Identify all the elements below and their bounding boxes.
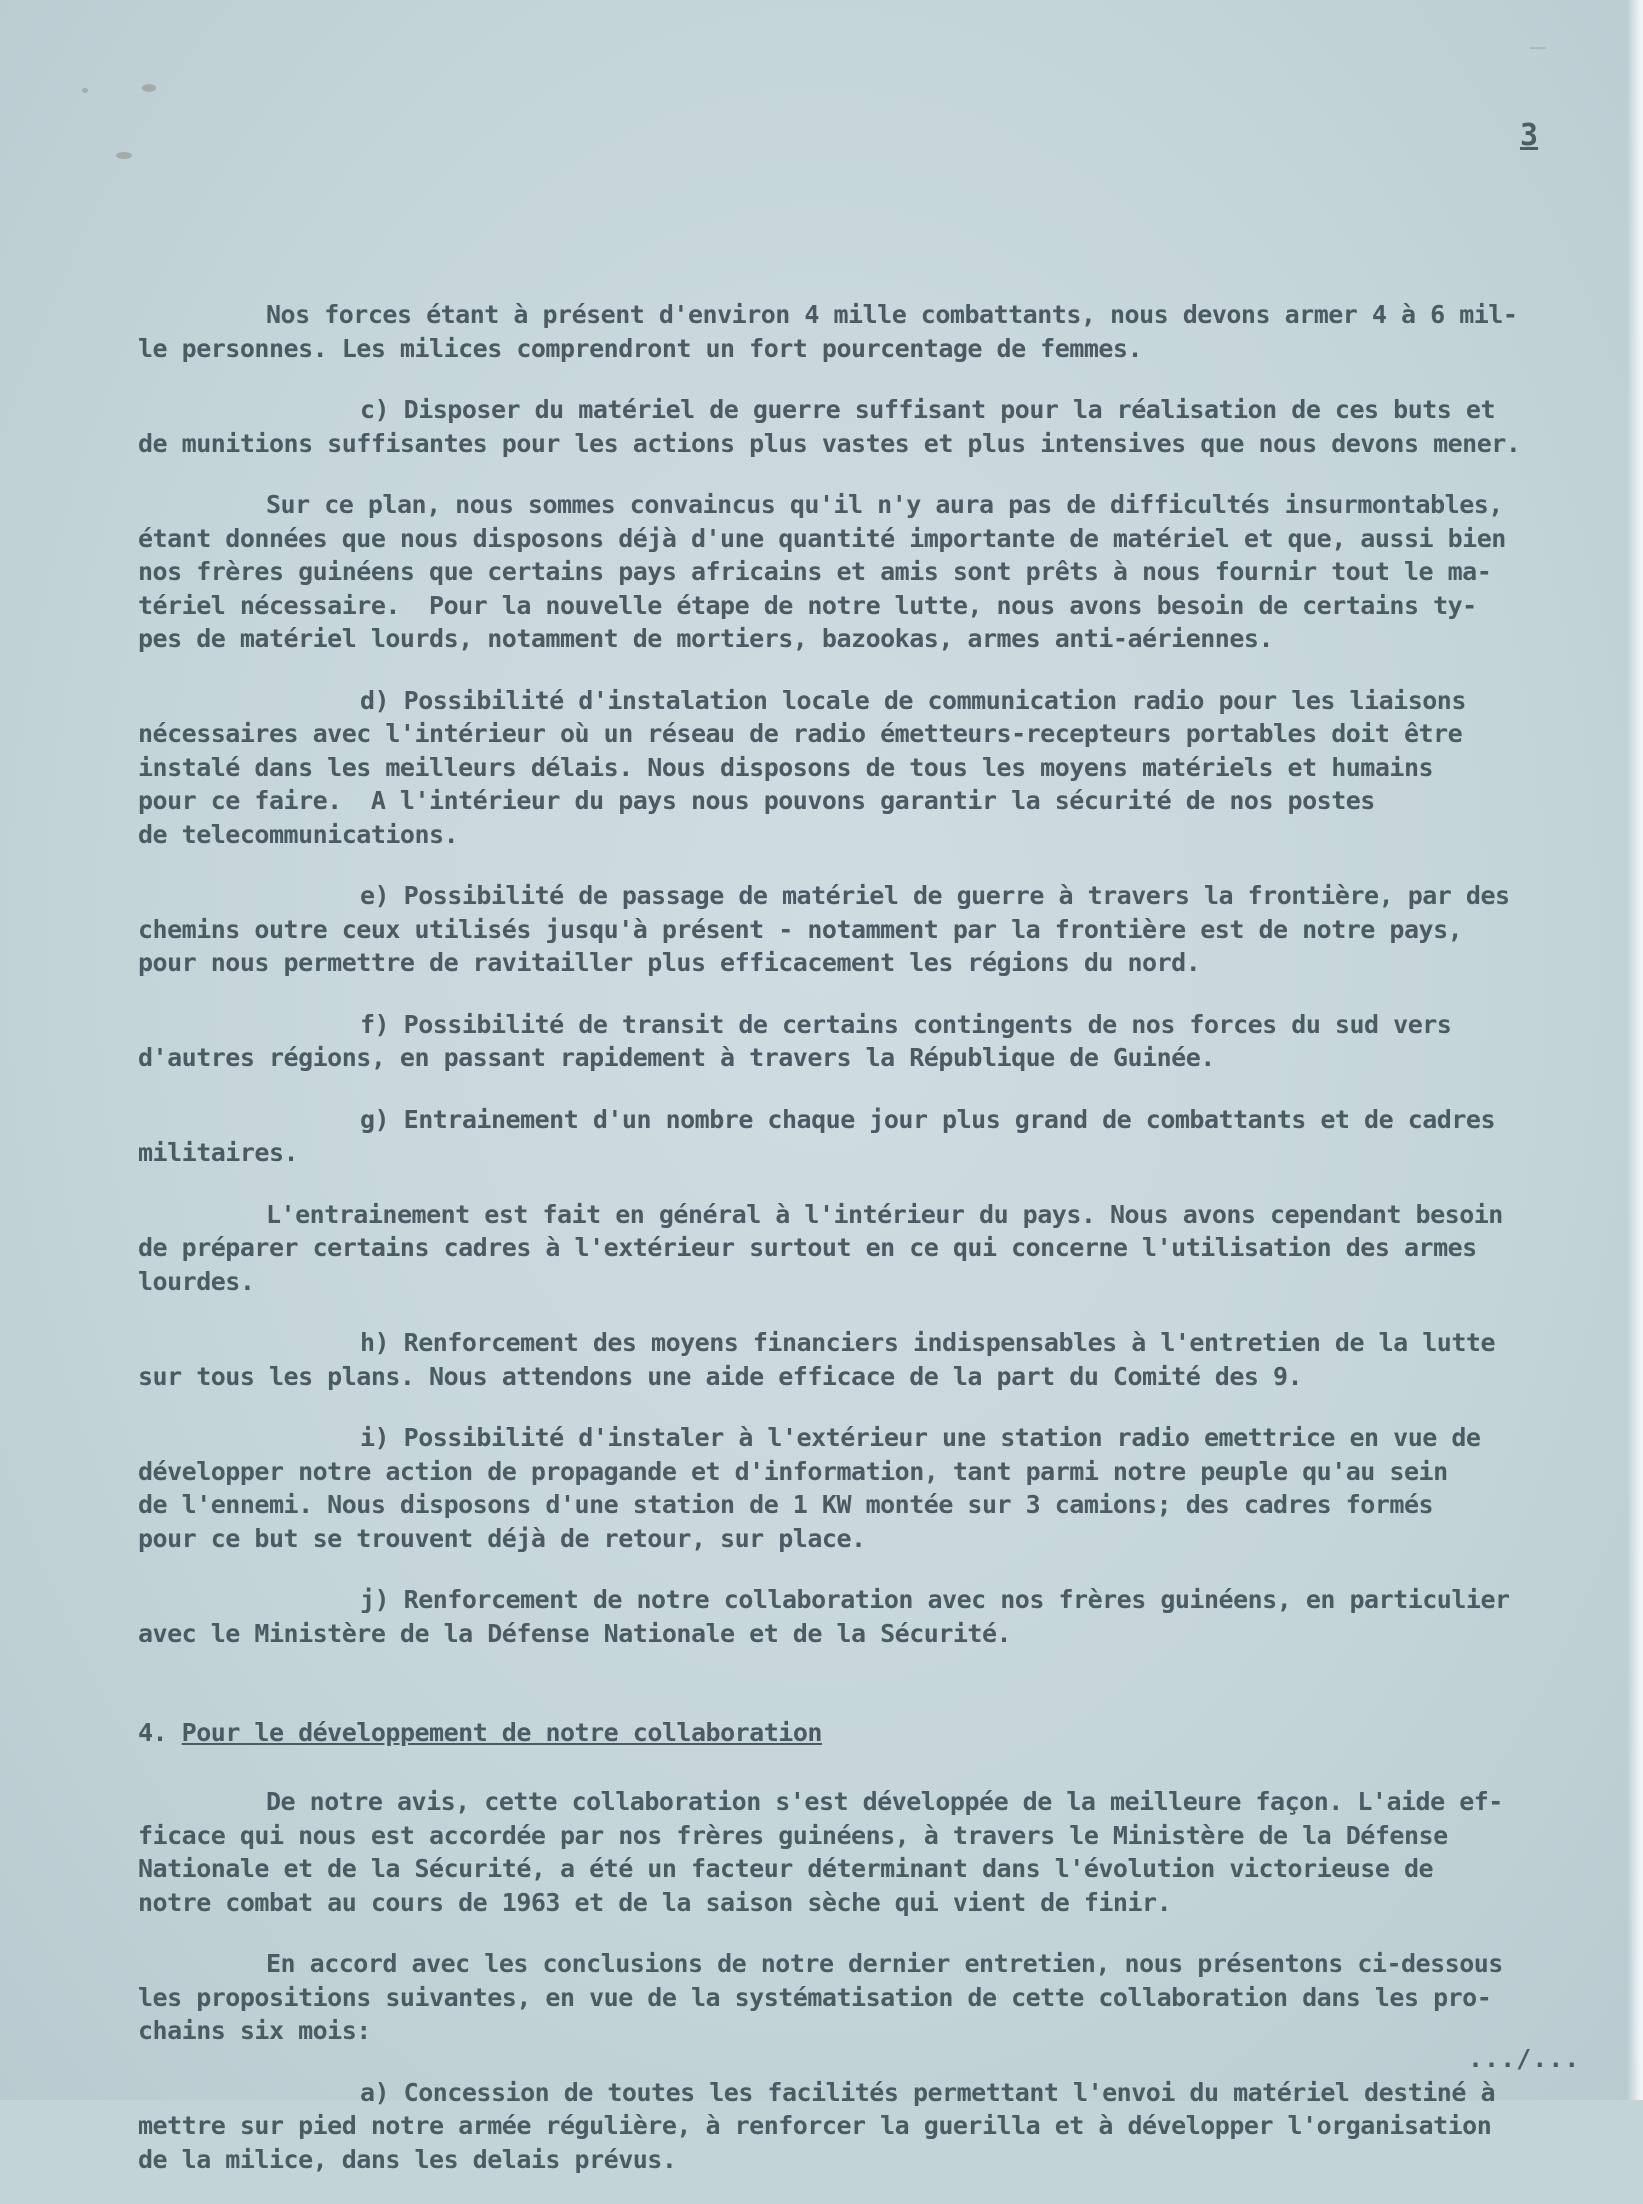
paragraph-p5: e) Possibilité de passage de matériel de guerre à travers la frontière, par des chemins outre ceux utilisés jusqu'à présent - notamment par la frontière est de notre pays, pour nous permettre de ravitailler plus efficacement les régions du nord. [138, 881, 1510, 977]
ink-smudge [142, 84, 156, 92]
ink-smudge [116, 152, 132, 159]
page-number: 3 [1520, 118, 1539, 153]
paragraph-q3: a) Concession de toutes les facilités permettant l'envoi du matériel destiné à mettre sur pied notre armée régulière, à renforcer la guerilla et à développer l'organisation de la milice, dans les delais prévus. [138, 2077, 1495, 2174]
ink-smudge [82, 88, 88, 93]
paragraph-q1: De notre avis, cette collaboration s'est développée de la meilleure façon. L'aide ef- ficace qui nous est accordée par nos frères guinéens, à travers le Ministère de la Défense Nationale et de la Sécurité, a été un facteur déterminant dans l'évolution victorieuse de notre combat au cours de 1963 et de la saison sèche qui vient de finir. [138, 1787, 1503, 1917]
paragraph-q2: En accord avec les conclusions de notre dernier entretien, nous présentons ci-dessous les propositions suivantes, en vue de la systématisation de cette collaboration dans les pro- chains six mois: [138, 1949, 1503, 2045]
paragraph-p6: f) Possibilité de transit de certains contingents de nos forces du sud vers d'autres régions, en passant rapidement à travers la République de Guinée. [138, 1009, 1452, 1072]
paragraph-p2: c) Disposer du matériel de guerre suffisant pour la réalisation de ces buts et de munitions suffisantes pour les actions plus vastes et plus intensives que nous devons mener. [138, 395, 1521, 458]
section-number: 4. [138, 1718, 168, 1747]
paragraphs-before-section [138, 298, 1618, 1650]
document-body [138, 298, 1618, 2204]
section-title: Pour le développement de notre collaboration [181, 1718, 822, 1747]
paragraph-p9: h) Renforcement des moyens financiers indispensables à l'entretien de la lutte sur tous les plans. Nous attendons une aide efficace de la part du Comité des 9. [138, 1328, 1495, 1391]
paragraph-p1: Nos forces étant à présent d'environ 4 mille combattants, nous devons armer 4 à 6 mil- le personnes. Les milices comprendront un fort pourcentage de femmes. [138, 300, 1518, 363]
corner-mark: — [1530, 32, 1546, 62]
paper-edge [1627, 0, 1643, 2100]
paragraph-p3: Sur ce plan, nous sommes convaincus qu'il n'y aura pas de difficultés insurmontables, étant données que nous disposons déjà d'une quantité importante de matériel et que, aussi bien nos frères guinéens que certains pays africains et amis sont prêts à nous fournir tout le ma- tériel nécessaire. Pour la nouvelle étape de notre lutte, nous avons besoin de certains ty- pes de matériel lourds, notamment de mortiers, bazookas, armes anti-aériennes. [138, 490, 1506, 653]
paragraph-p7: g) Entrainement d'un nombre chaque jour plus grand de combattants et de cadres militaires. [138, 1104, 1495, 1167]
continuation-mark: .../... [1468, 2044, 1581, 2073]
paragraph-p8: L'entrainement est fait en général à l'intérieur du pays. Nous avons cependant besoin de préparer certains cadres à l'extérieur surtout en ce qui concerne l'utilisation des armes lourdes. [138, 1199, 1503, 1296]
paragraphs-after-section [138, 1785, 1618, 2176]
paragraph-p10: i) Possibilité d'instaler à l'extérieur une station radio emettrice en vue de développer notre action de propagande et d'information, tant parmi notre peuple qu'au sein de l'ennemi. Nous disposons d'une station de 1 KW montée sur 3 camions; des cadres formés pour ce but se trouvent déjà de retour, sur place. [138, 1423, 1481, 1553]
paragraph-p4: d) Possibilité d'instalation locale de communication radio pour les liaisons nécessaires avec l'intérieur où un réseau de radio émetteurs-recepteurs portables doit être instalé dans les meilleurs délais. Nous disposons de tous les moyens matériels et humains pour ce faire. A l'intérieur du pays nous pouvons garantir la sécurité de nos postes de telecommunications. [138, 685, 1466, 849]
paragraph-p11: j) Renforcement de notre collaboration avec nos frères guinéens, en particulier avec le Ministère de la Défense Nationale et de la Sécurité. [138, 1585, 1510, 1648]
section-heading [138, 1716, 1618, 1749]
